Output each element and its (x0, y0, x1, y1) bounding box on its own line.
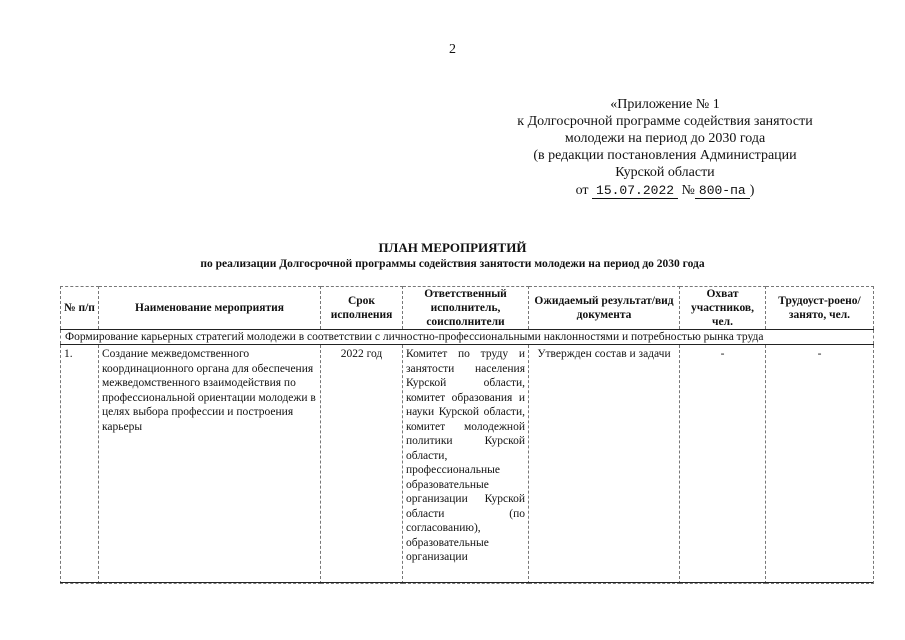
header-num: № п/п (61, 287, 99, 330)
appendix-block (480, 96, 850, 199)
appendix-line: Курской области (615, 165, 715, 180)
row-result: Утвержден состав и задачи (529, 345, 680, 584)
resolution-number: 800-па (695, 183, 750, 199)
plan-title: ПЛАН МЕРОПРИЯТИЙ (378, 240, 527, 255)
date-prefix: от (575, 183, 589, 198)
header-executors: Ответственный исполнитель, соисполнители (403, 287, 529, 330)
header-name: Наименование мероприятия (99, 287, 321, 330)
row-employed: - (766, 345, 874, 584)
appendix-line: «Приложение № 1 (610, 97, 720, 112)
resolution-date: 15.07.2022 (592, 183, 678, 199)
resolution-date-line (480, 182, 850, 199)
plan-table (60, 286, 874, 584)
row-num: 1. (61, 345, 99, 584)
row-name: Создание межведомственного координационного органа для обеспечения межведомственного взаимодействия по профессиональной ориентации молодежи в целях выбора профессии и построения карьеры (99, 345, 321, 584)
appendix-line: (в редакции постановления Администрации (533, 148, 797, 163)
closing-paren: ) (749, 183, 755, 198)
appendix-line: молодежи на период до 2030 года (564, 131, 766, 146)
header-result: Ожидаемый результат/вид документа (529, 287, 680, 330)
page-number: 2 (449, 42, 456, 57)
row-coverage: - (680, 345, 766, 584)
number-prefix: № (681, 183, 695, 198)
table-header-row (61, 287, 874, 330)
row-executors: Комитет по труду и занятости населения Курской области, комитет образования и науки Курской области, комитет молодежной политики Курской области, профессиональные образовательные организации Курской области (по согласованию), образовательные организации (403, 345, 529, 584)
table-row (61, 345, 874, 584)
header-coverage: Охват участников, чел. (680, 287, 766, 330)
appendix-line: к Долгосрочной программе содействия занятости (517, 114, 813, 129)
header-term: Срок исполнения (321, 287, 403, 330)
row-term: 2022 год (321, 345, 403, 584)
section-row (61, 330, 874, 345)
section-title: Формирование карьерных стратегий молодежи в соответствии с личностно-профессиональными наклонностями и потребностью рынка труда (61, 330, 874, 345)
plan-subtitle: по реализации Долгосрочной программы содействия занятости молодежи на период до 2030 года (200, 258, 705, 270)
header-employed: Трудоуст-роено/занято, чел. (766, 287, 874, 330)
table-bottom-rule (60, 582, 873, 584)
